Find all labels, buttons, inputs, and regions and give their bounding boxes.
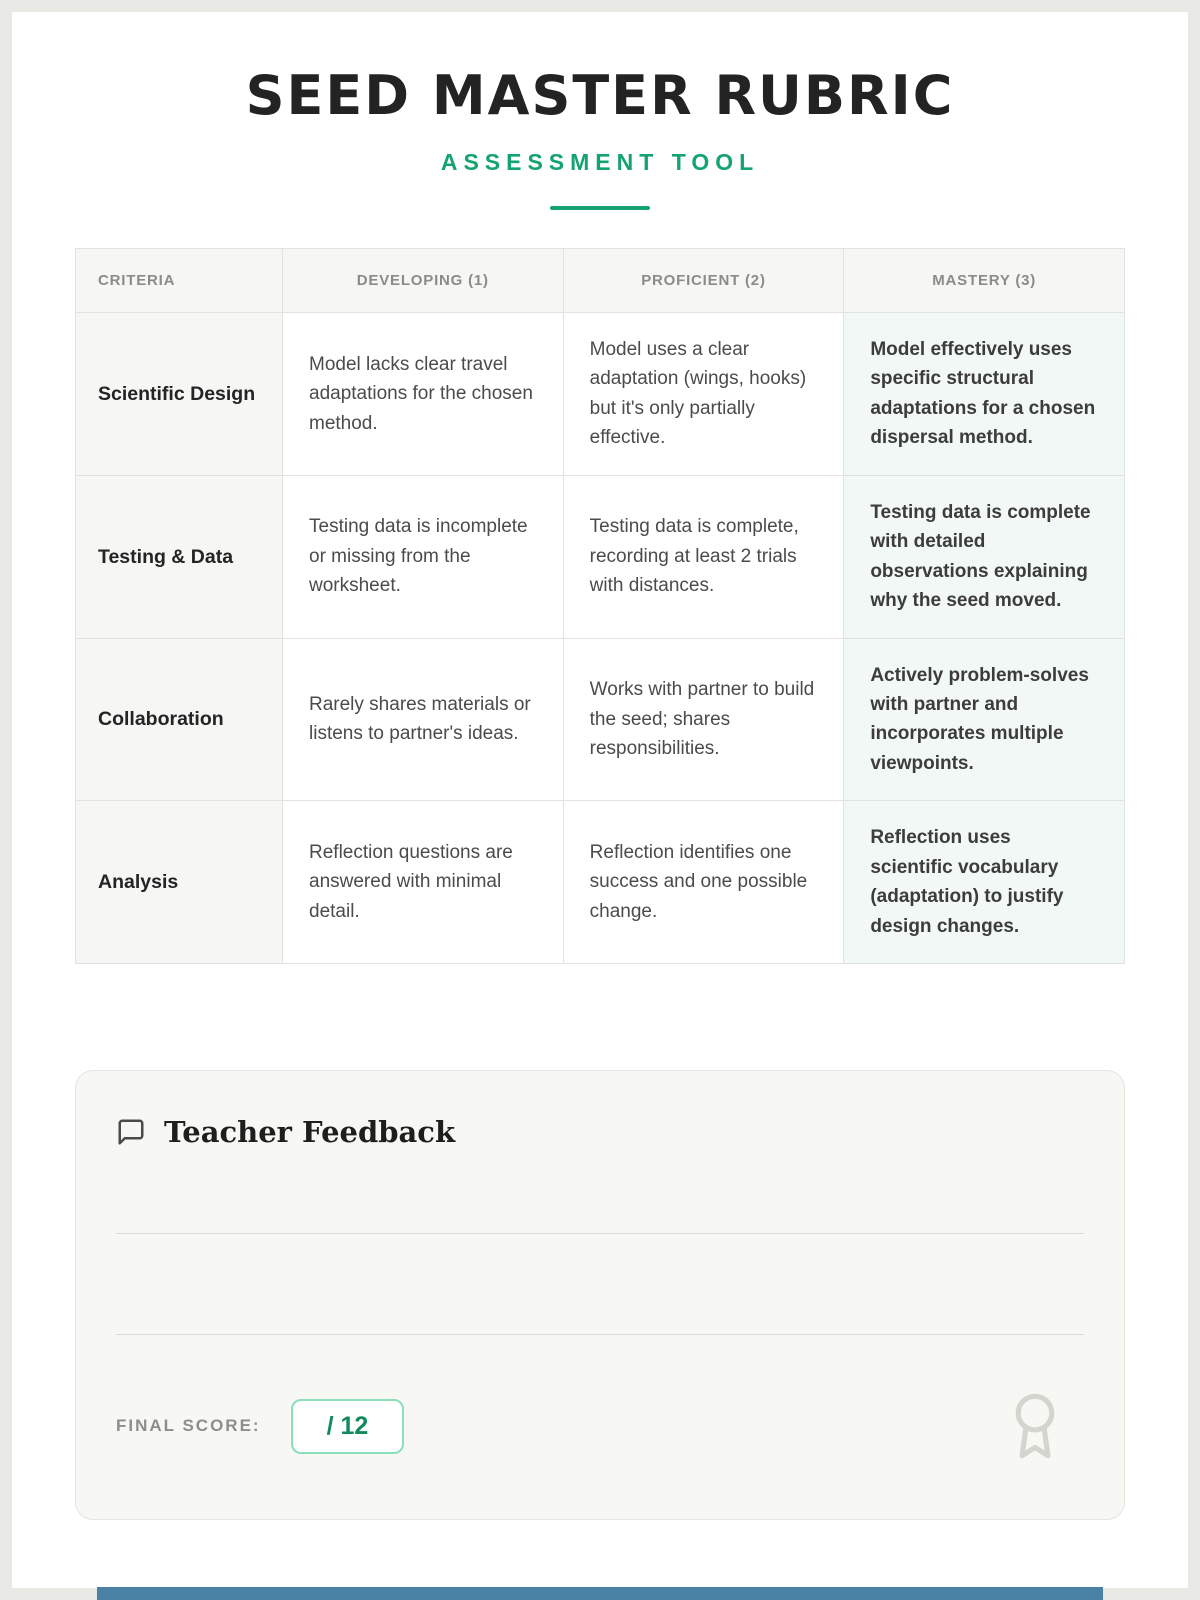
proficient-cell: Works with partner to build the seed; shares responsibilities. xyxy=(563,638,844,801)
teacher-feedback-card xyxy=(75,1070,1125,1520)
developing-cell: Reflection questions are answered with minimal detail. xyxy=(283,801,564,964)
developing-cell: Rarely shares materials or listens to partner's ideas. xyxy=(283,638,564,801)
criteria-label: Collaboration xyxy=(76,638,283,801)
table-header-row xyxy=(76,249,1125,313)
final-score-input[interactable]: / 12 xyxy=(291,1399,405,1454)
table-row xyxy=(76,313,1125,476)
proficient-cell: Reflection identifies one success and one possible change. xyxy=(563,801,844,964)
column-header-developing: DEVELOPING (1) xyxy=(283,249,564,313)
feedback-header xyxy=(116,1115,1084,1149)
mastery-cell: Reflection uses scientific vocabulary (adaptation) to justify design changes. xyxy=(844,801,1125,964)
final-score-row xyxy=(116,1389,1084,1463)
criteria-label: Testing & Data xyxy=(76,475,283,638)
accent-divider xyxy=(550,206,650,210)
table-row xyxy=(76,638,1125,801)
column-header-proficient: PROFICIENT (2) xyxy=(563,249,844,313)
mastery-cell: Testing data is complete with detailed observations explaining why the seed moved. xyxy=(844,475,1125,638)
mastery-cell: Actively problem-solves with partner and incorporates multiple viewpoints. xyxy=(844,638,1125,801)
page-subtitle: ASSESSMENT TOOL xyxy=(440,149,760,175)
column-header-criteria: CRITERIA xyxy=(76,249,283,313)
proficient-cell: Model uses a clear adaptation (wings, hooks) but it's only partially effective. xyxy=(563,313,844,476)
column-header-mastery: MASTERY (3) xyxy=(844,249,1125,313)
page-title: SEED MASTER RUBRIC xyxy=(245,64,955,127)
table-row xyxy=(76,475,1125,638)
speech-bubble-icon xyxy=(116,1117,146,1147)
developing-cell: Model lacks clear travel adaptations for the chosen method. xyxy=(283,313,564,476)
mastery-cell: Model effectively uses specific structural adaptations for a chosen dispersal method. xyxy=(844,313,1125,476)
table-row xyxy=(76,801,1125,964)
rubric-page xyxy=(12,12,1188,1588)
feedback-writing-line xyxy=(116,1334,1084,1335)
proficient-cell: Testing data is complete, recording at least 2 trials with distances. xyxy=(563,475,844,638)
developing-cell: Testing data is incomplete or missing from the worksheet. xyxy=(283,475,564,638)
rubric-table xyxy=(75,248,1125,964)
feedback-writing-line xyxy=(116,1233,1084,1234)
criteria-label: Scientific Design xyxy=(76,313,283,476)
award-ribbon-icon xyxy=(1004,1389,1066,1463)
final-score-label: FINAL SCORE: xyxy=(116,1416,261,1435)
footer-accent-bar xyxy=(97,1587,1103,1600)
feedback-title: Teacher Feedback xyxy=(164,1115,456,1149)
criteria-label: Analysis xyxy=(76,801,283,964)
